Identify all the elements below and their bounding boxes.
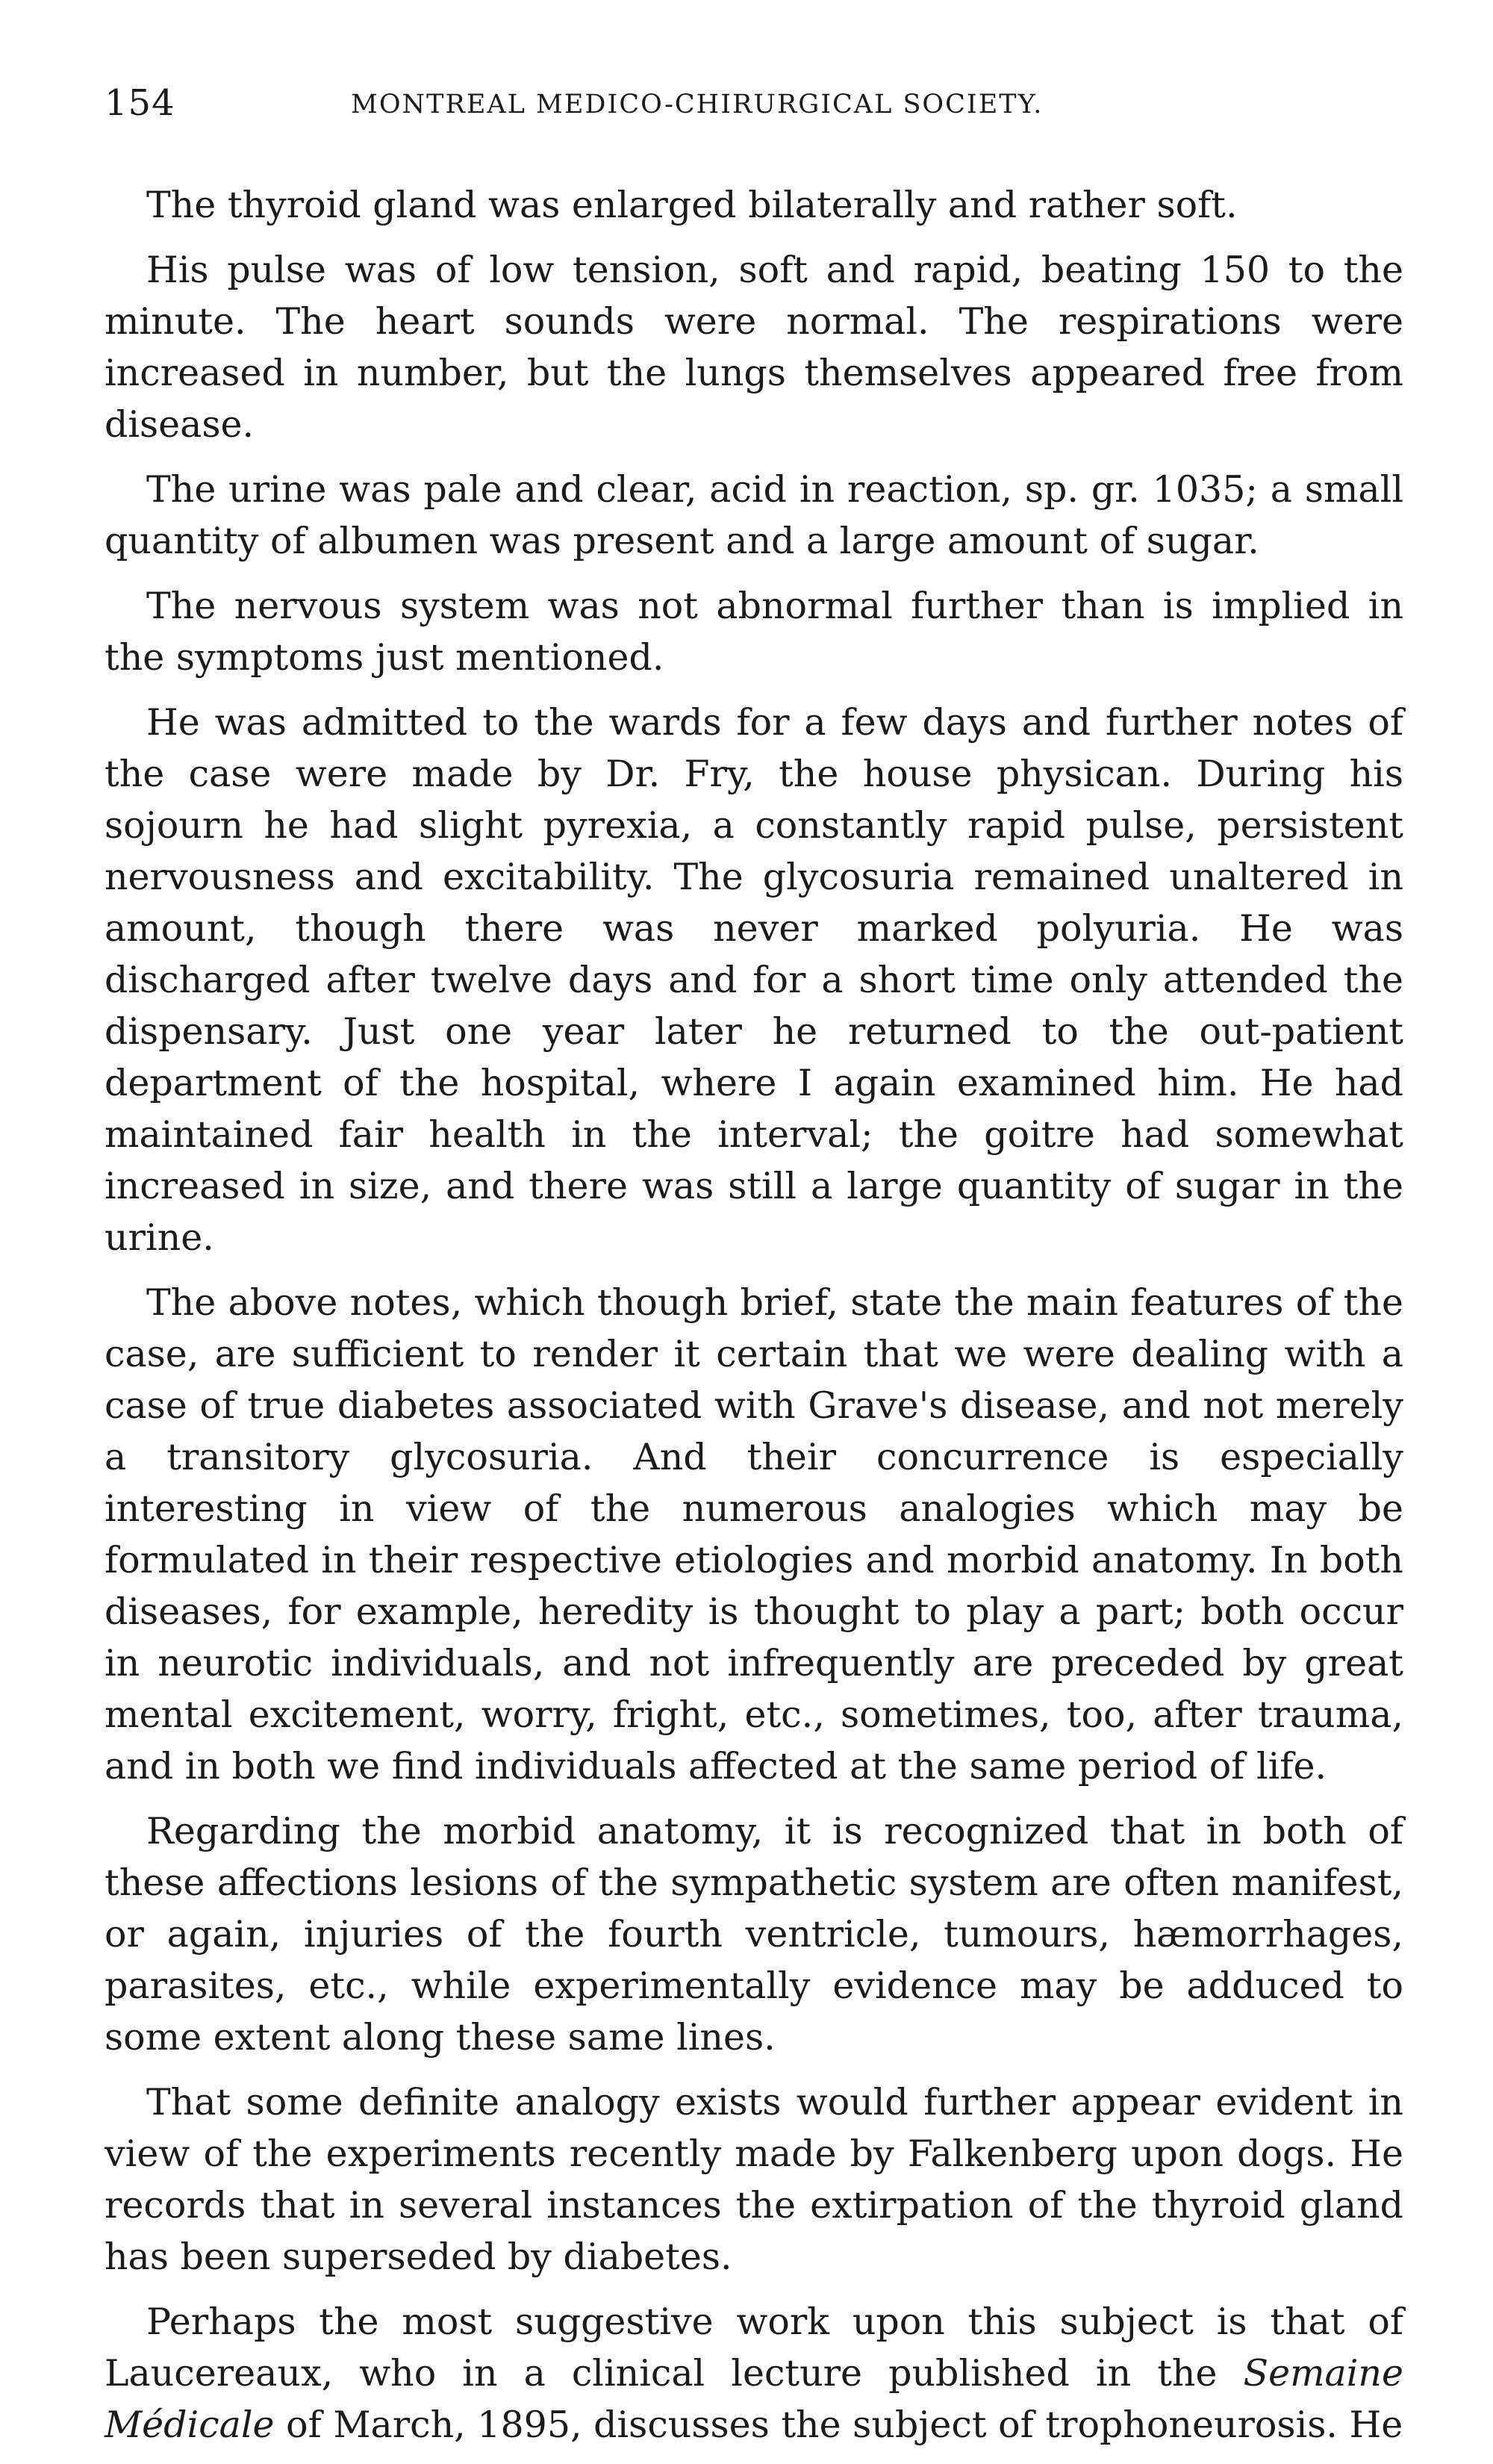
paragraph [105, 2296, 1403, 2451]
paragraph: Regarding the morbid anatomy, it is recognized that in both of these affections lesions of the sympathetic system are often manifest, or again, injuries of the fourth ventricle, tumours, hæmorrhages, parasites, etc., while experimentally evidence may be adduced to some extent along these same lines. [105, 1810, 1403, 2059]
paragraph: He was admitted to the wards for a few days and further notes of the case were made by Dr. Fry, the house physican. During his sojourn he had slight pyrexia, a constantly rapid pulse, persistent nervousness and excitability. The glycosuria remained unaltered in amount, though there was never marked polyuria. He was discharged after twelve days and for a short time only attended the dispensary. Just one year later he returned to the out-patient department of the hospital, where I again examined him. He had maintained fair health in the interval; the goitre had somewhat increased in size, and there was still a large quantity of sugar in the urine. [105, 701, 1403, 1259]
paragraph: The above notes, which though brief, state the main features of the case, are sufficient to render it certain that we were dealing with a case of true diabetes associated with Grave's disease, and not merely a transitory glycosuria. And their concurrence is especially interesting in view of the numerous analogies which may be formulated in their respective etiologies and morbid anatomy. In both diseases, for example, heredity is thought to play a part; both occur in neurotic individuals, and not infrequently are preceded by great mental excitement, worry, fright, etc., sometimes, too, after trauma, and in both we find individuals affected at the same period of life. [105, 1281, 1403, 1788]
running-head: MONTREAL MEDICO-CHIRURGICAL SOCIETY. [351, 90, 1044, 119]
page-header [105, 82, 1403, 134]
paragraph: That some definite analogy exists would further appear evident in view of the experiments recently made by Falkenberg upon dogs. He records that in several instances the extirpation of the thyroid gland has been superseded by diabetes. [105, 2081, 1403, 2278]
paragraph: The thyroid gland was enlarged bilaterally and rather soft. [146, 184, 1238, 226]
paragraph-text: Perhaps the most suggestive work upon this subject is that of Laucereaux, who in a clinical lecture published in the [105, 2300, 1403, 2395]
page-number: 154 [105, 82, 175, 124]
body-text [105, 179, 1403, 2464]
paragraph: His pulse was of low tension, soft and rapid, beating 150 to the minute. The heart sounds were normal. The respirations were increased in number, but the lungs themselves appeared free from disease. [105, 249, 1403, 446]
journal-title: Semaine Médicale [105, 2352, 1403, 2446]
paragraph: The urine was pale and clear, acid in reaction, sp. gr. 1035; a small quantity of albumen was present and a large amount of sugar. [105, 468, 1403, 562]
paragraph: The nervous system was not abnormal further than is implied in the symptoms just mentioned. [105, 585, 1403, 679]
paragraph-text: of March, 1895, discusses the subject of trophoneurosis. He [274, 2404, 1403, 2446]
